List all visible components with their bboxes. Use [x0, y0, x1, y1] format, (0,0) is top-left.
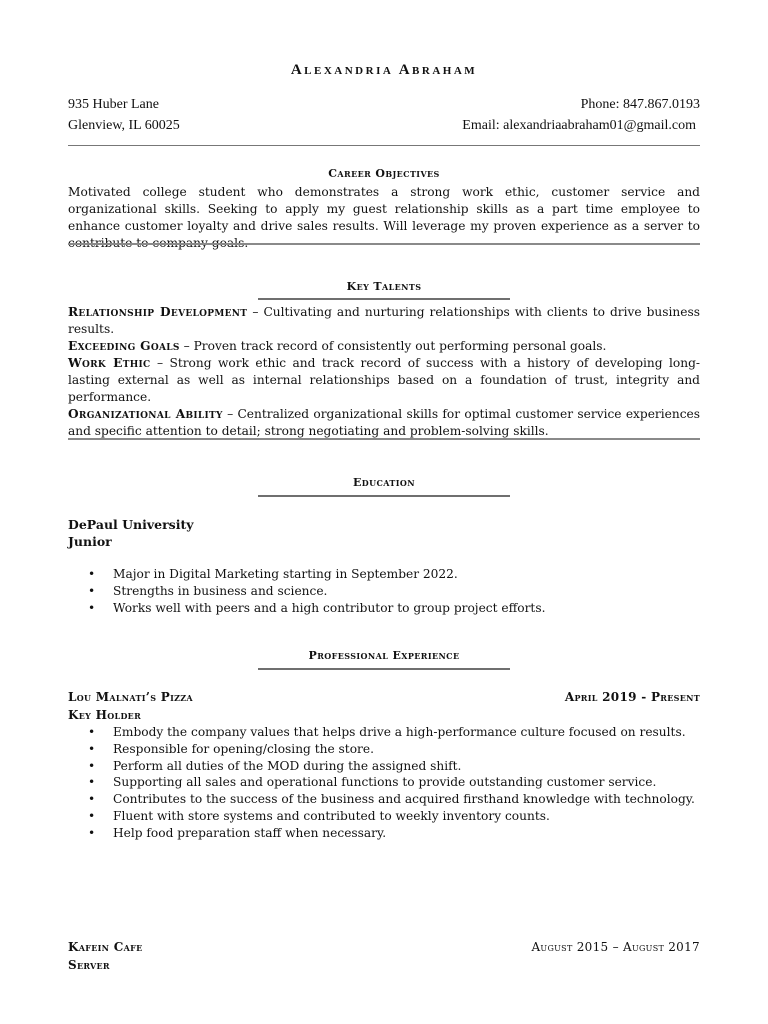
job-bullets	[68, 724, 695, 842]
key-talents-underline	[258, 298, 510, 300]
key-talents-list	[68, 304, 700, 440]
education-bullets	[68, 566, 545, 616]
header-divider	[68, 145, 700, 146]
list-item: • Perform all duties of the MOD during the assigned shift.	[68, 758, 695, 775]
company-name: Lou Malnati’s Pizza	[68, 690, 193, 704]
company-name: Kafein Cafe	[68, 940, 143, 954]
experience-underline	[258, 668, 510, 670]
job-header	[68, 690, 700, 708]
experience-heading: Professional Experience	[308, 649, 460, 662]
job-role: Key Holder	[68, 708, 142, 722]
list-item: • Help food preparation staff when necessary.	[68, 825, 695, 842]
education-underline	[258, 495, 510, 497]
list-item: • Major in Digital Marketing starting in September 2022.	[68, 566, 545, 583]
talent-item: Organizational Ability – Centralized organizational skills for optimal customer service experiences and specific attention to detail; strong negotiating and problem-solving skills.	[68, 407, 700, 438]
school-name: DePaul University	[68, 517, 194, 532]
address-line-2: Glenview, IL 60025	[68, 118, 180, 133]
talent-item: Relationship Development – Cultivating and nurturing relationships with clients to drive business results.	[68, 305, 700, 336]
job-dates: August 2015 – August 2017	[531, 940, 700, 954]
job-dates: April 2019 - Present	[564, 690, 700, 704]
phone: Phone: 847.867.0193	[580, 97, 700, 112]
email: Email: alexandriaabraham01@gmail.com	[462, 118, 696, 133]
list-item: • Works well with peers and a high contributor to group project efforts.	[68, 600, 545, 617]
class-level: Junior	[68, 534, 112, 549]
section-divider	[68, 243, 700, 245]
candidate-name: Alexandria Abraham	[290, 62, 478, 78]
talent-item: Work Ethic – Strong work ethic and track record of success with a history of developing long-lasting external as well as internal relationships based on a foundation of trust, integrity and performance.	[68, 356, 700, 404]
education-heading: Education	[352, 476, 415, 489]
section-divider	[68, 438, 700, 440]
list-item: • Strengths in business and science.	[68, 583, 545, 600]
list-item: • Contributes to the success of the business and acquired firsthand knowledge with technology.	[68, 791, 695, 808]
career-objectives-text: Motivated college student who demonstrates a strong work ethic, customer service and organizational skills. Seeking to apply my guest relationship skills as a part time employee to enhance customer loyalty and drive sales results. Will leverage my proven experience as a server to	[68, 185, 700, 233]
list-item: • Responsible for opening/closing the store.	[68, 741, 695, 758]
talent-item: Exceeding Goals – Proven track record of consistently out performing personal goals.	[68, 339, 607, 353]
career-objectives-heading: Career Objectives	[328, 167, 440, 180]
list-item: • Fluent with store systems and contributed to weekly inventory counts.	[68, 808, 695, 825]
resume-page	[68, 0, 700, 1024]
address-line-1: 935 Huber Lane	[68, 97, 159, 112]
job-header	[68, 940, 700, 958]
list-item: • Embody the company values that helps drive a high-performance culture focused on results.	[68, 724, 695, 741]
job-role: Server	[68, 958, 110, 972]
key-talents-heading: Key Talents	[346, 280, 422, 293]
list-item: • Supporting all sales and operational functions to provide outstanding customer service.	[68, 774, 695, 791]
